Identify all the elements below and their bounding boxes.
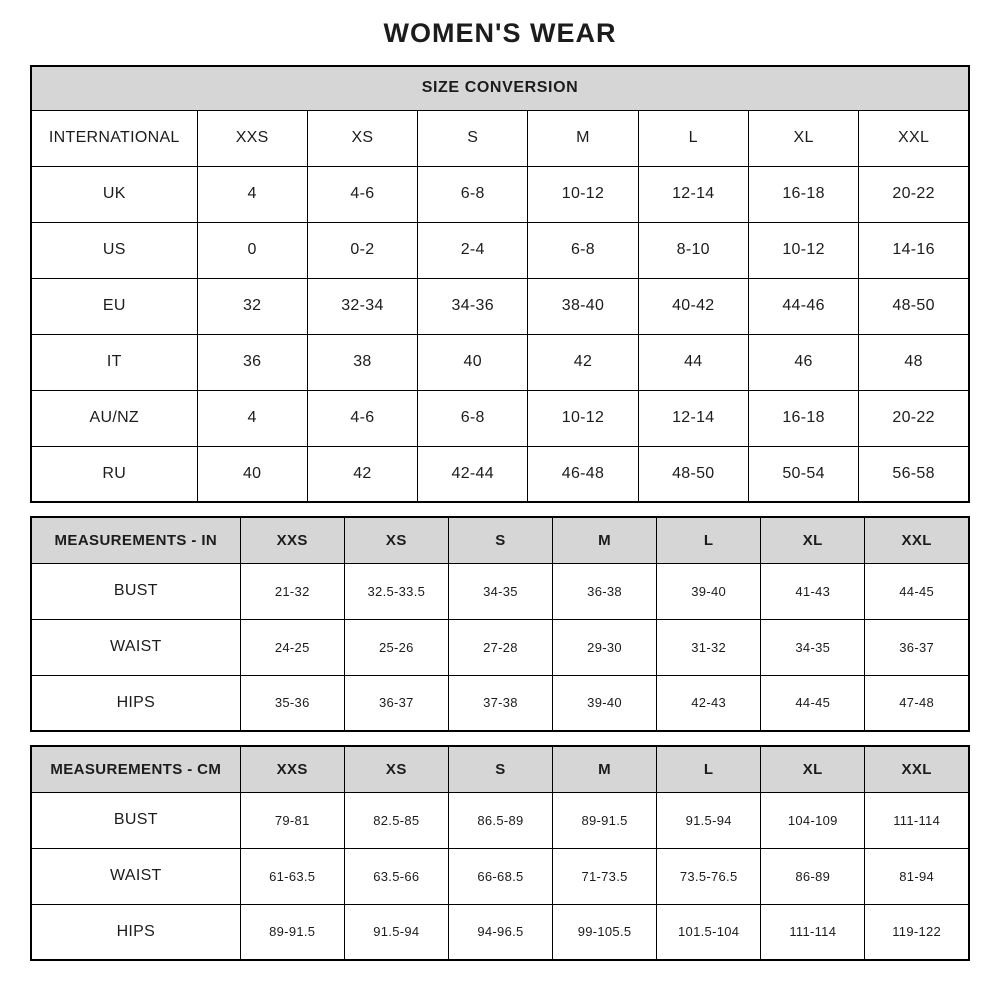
row-label: HIPS	[31, 904, 240, 960]
size-conversion-table	[30, 65, 970, 503]
size-value-cell: 38	[307, 334, 417, 390]
size-value-cell: 40-42	[638, 278, 748, 334]
size-value-cell: 44	[638, 334, 748, 390]
measurements-cm-header	[31, 746, 969, 792]
size-value-cell: 40	[197, 446, 307, 502]
measurements-in-body	[31, 563, 969, 731]
table-title: MEASUREMENTS - IN	[31, 517, 240, 563]
size-value-cell: 73.5-76.5	[657, 848, 761, 904]
size-value-cell: 20-22	[859, 166, 969, 222]
size-value-cell: 56-58	[859, 446, 969, 502]
table-row	[31, 904, 969, 960]
size-value-cell: 4-6	[307, 166, 417, 222]
size-value-cell: 47-48	[865, 675, 969, 731]
header-row	[31, 517, 969, 563]
size-value-cell: 94-96.5	[448, 904, 552, 960]
column-header: M	[553, 517, 657, 563]
size-value-cell: 42-44	[418, 446, 528, 502]
size-value-cell: 37-38	[448, 675, 552, 731]
size-value-cell: 20-22	[859, 390, 969, 446]
column-header: XS	[344, 517, 448, 563]
size-value-cell: 79-81	[240, 792, 344, 848]
size-value-cell: 6-8	[418, 390, 528, 446]
column-header: L	[657, 746, 761, 792]
size-value-cell: 21-32	[240, 563, 344, 619]
table-row	[31, 675, 969, 731]
row-label: EU	[31, 278, 197, 334]
row-label: US	[31, 222, 197, 278]
size-value-cell: 46	[748, 334, 858, 390]
measurements-cm-table	[30, 745, 970, 961]
size-value-cell: 24-25	[240, 619, 344, 675]
size-value-cell: 111-114	[865, 792, 969, 848]
size-value-cell: XXS	[197, 110, 307, 166]
row-label: RU	[31, 446, 197, 502]
size-value-cell: 6-8	[418, 166, 528, 222]
table-row	[31, 166, 969, 222]
size-value-cell: 10-12	[748, 222, 858, 278]
table-row	[31, 792, 969, 848]
size-value-cell: 44-45	[865, 563, 969, 619]
size-value-cell: 34-36	[418, 278, 528, 334]
size-value-cell: 40	[418, 334, 528, 390]
size-value-cell: 42	[307, 446, 417, 502]
size-value-cell: 50-54	[748, 446, 858, 502]
size-value-cell: 36	[197, 334, 307, 390]
size-value-cell: 71-73.5	[553, 848, 657, 904]
size-value-cell: 119-122	[865, 904, 969, 960]
size-value-cell: 66-68.5	[448, 848, 552, 904]
size-value-cell: 48	[859, 334, 969, 390]
size-value-cell: 42-43	[657, 675, 761, 731]
size-value-cell: L	[638, 110, 748, 166]
size-value-cell: 12-14	[638, 390, 748, 446]
table-row	[31, 848, 969, 904]
size-value-cell: 14-16	[859, 222, 969, 278]
size-value-cell: XXL	[859, 110, 969, 166]
size-value-cell: 104-109	[761, 792, 865, 848]
size-value-cell: 36-38	[553, 563, 657, 619]
measurements-in-table	[30, 516, 970, 732]
row-label: WAIST	[31, 848, 240, 904]
table-row	[31, 278, 969, 334]
size-value-cell: 44-45	[761, 675, 865, 731]
size-value-cell: 4-6	[307, 390, 417, 446]
size-value-cell: 16-18	[748, 390, 858, 446]
size-value-cell: M	[528, 110, 638, 166]
size-value-cell: 86-89	[761, 848, 865, 904]
size-value-cell: 82.5-85	[344, 792, 448, 848]
size-value-cell: 34-35	[761, 619, 865, 675]
table-row	[31, 619, 969, 675]
size-value-cell: 32.5-33.5	[344, 563, 448, 619]
size-value-cell: 2-4	[418, 222, 528, 278]
column-header: M	[553, 746, 657, 792]
measurements-in-header	[31, 517, 969, 563]
size-value-cell: 38-40	[528, 278, 638, 334]
size-value-cell: 63.5-66	[344, 848, 448, 904]
size-value-cell: 89-91.5	[553, 792, 657, 848]
size-value-cell: 4	[197, 390, 307, 446]
column-header: XL	[761, 746, 865, 792]
size-value-cell: 6-8	[528, 222, 638, 278]
table-row	[31, 390, 969, 446]
size-value-cell: 91.5-94	[344, 904, 448, 960]
table-row	[31, 334, 969, 390]
size-value-cell: 25-26	[344, 619, 448, 675]
column-header: XXS	[240, 517, 344, 563]
row-label: HIPS	[31, 675, 240, 731]
size-value-cell: 101.5-104	[657, 904, 761, 960]
size-value-cell: 111-114	[761, 904, 865, 960]
measurements-cm-body	[31, 792, 969, 960]
size-value-cell: 27-28	[448, 619, 552, 675]
size-value-cell: 36-37	[865, 619, 969, 675]
table-row	[31, 563, 969, 619]
column-header: XL	[761, 517, 865, 563]
size-value-cell: 4	[197, 166, 307, 222]
size-value-cell: 48-50	[638, 446, 748, 502]
row-label: WAIST	[31, 619, 240, 675]
size-value-cell: 48-50	[859, 278, 969, 334]
column-header: S	[448, 517, 552, 563]
table-title-row	[31, 66, 969, 110]
size-value-cell: XS	[307, 110, 417, 166]
size-value-cell: 81-94	[865, 848, 969, 904]
table-title: MEASUREMENTS - CM	[31, 746, 240, 792]
row-label: AU/NZ	[31, 390, 197, 446]
size-value-cell: 91.5-94	[657, 792, 761, 848]
size-value-cell: 32-34	[307, 278, 417, 334]
size-value-cell: 46-48	[528, 446, 638, 502]
size-value-cell: S	[418, 110, 528, 166]
column-header: XS	[344, 746, 448, 792]
size-value-cell: 29-30	[553, 619, 657, 675]
column-header: XXL	[865, 746, 969, 792]
row-label: INTERNATIONAL	[31, 110, 197, 166]
row-label: UK	[31, 166, 197, 222]
size-value-cell: 10-12	[528, 166, 638, 222]
table-row	[31, 222, 969, 278]
size-value-cell: 10-12	[528, 390, 638, 446]
size-value-cell: 36-37	[344, 675, 448, 731]
size-value-cell: 12-14	[638, 166, 748, 222]
size-value-cell: 35-36	[240, 675, 344, 731]
row-label: IT	[31, 334, 197, 390]
size-value-cell: 31-32	[657, 619, 761, 675]
column-header: XXS	[240, 746, 344, 792]
size-value-cell: XL	[748, 110, 858, 166]
size-value-cell: 39-40	[553, 675, 657, 731]
size-value-cell: 44-46	[748, 278, 858, 334]
table-row	[31, 110, 969, 166]
size-conversion-body	[31, 110, 969, 502]
column-header: S	[448, 746, 552, 792]
size-conversion-title: SIZE CONVERSION	[31, 66, 969, 110]
size-value-cell: 16-18	[748, 166, 858, 222]
table-row	[31, 446, 969, 502]
size-value-cell: 34-35	[448, 563, 552, 619]
size-value-cell: 42	[528, 334, 638, 390]
size-value-cell: 0	[197, 222, 307, 278]
column-header: XXL	[865, 517, 969, 563]
header-row	[31, 746, 969, 792]
size-value-cell: 41-43	[761, 563, 865, 619]
size-value-cell: 89-91.5	[240, 904, 344, 960]
size-value-cell: 99-105.5	[553, 904, 657, 960]
size-value-cell: 32	[197, 278, 307, 334]
column-header: L	[657, 517, 761, 563]
row-label: BUST	[31, 792, 240, 848]
size-value-cell: 8-10	[638, 222, 748, 278]
size-value-cell: 39-40	[657, 563, 761, 619]
page-title: WOMEN'S WEAR	[383, 18, 617, 48]
row-label: BUST	[31, 563, 240, 619]
size-value-cell: 61-63.5	[240, 848, 344, 904]
size-value-cell: 86.5-89	[448, 792, 552, 848]
size-value-cell: 0-2	[307, 222, 417, 278]
